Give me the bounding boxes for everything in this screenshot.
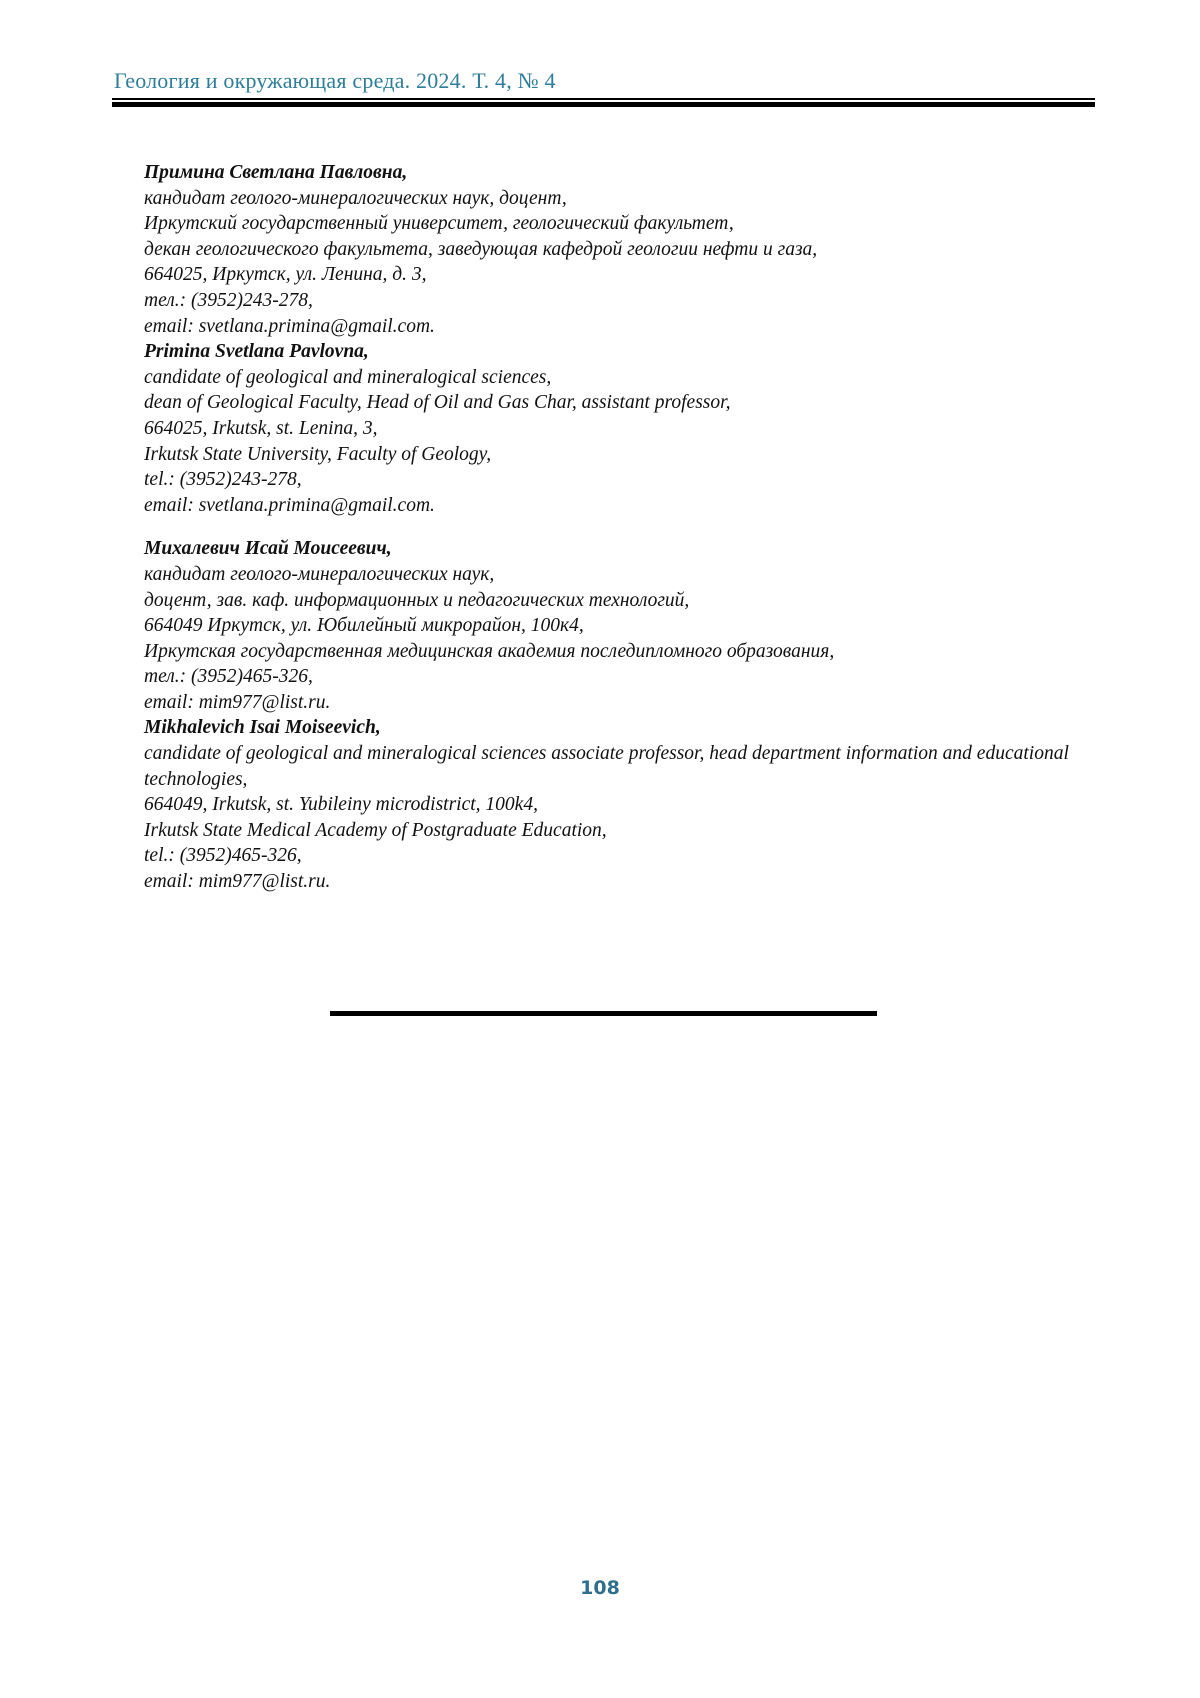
author-affiliation: Иркутский государственный университет, геологический факультет, (144, 213, 734, 235)
author-affiliation: Иркутская государственная медицинская академия последипломного образования, (144, 640, 835, 662)
author-degree: кандидат геолого-минералогических наук, доцент, (144, 187, 567, 209)
header-rule-thin (112, 98, 1095, 100)
author-address: 664025, Иркутск, ул. Ленина, д. 3, (144, 264, 427, 286)
author-name: Примина Светлана Павловна, (144, 162, 408, 183)
header-rule-thick (112, 102, 1095, 107)
page-number: 108 (580, 1577, 620, 1599)
author-phone: tel.: (3952)243-278, (144, 469, 302, 491)
author-phone: tel.: (3952)465-326, (144, 845, 302, 867)
author-name: Primina Svetlana Pavlovna, (144, 341, 369, 363)
author-name: Mikhalevich Isai Moiseevich, (144, 717, 381, 739)
author-address: 664049, Irkutsk, st. Yubileiny microdistrict, 100k4, (144, 794, 538, 816)
author-block-ru (144, 160, 1096, 339)
author-name: Михалевич Исай Моисеевич, (144, 538, 392, 560)
author-block-ru (144, 536, 1096, 715)
author-address: 664049 Иркутск, ул. Юбилейный микрорайон, 100к4, (144, 615, 584, 637)
author-degree: candidate of geological and mineralogical sciences, (144, 366, 552, 388)
author-info (144, 160, 1096, 895)
author-email[interactable]: email: mim977@list.ru. (144, 691, 331, 713)
author-block-en (144, 339, 1096, 518)
author-affiliation: Irkutsk State Medical Academy of Postgraduate Education, (144, 819, 607, 841)
author-address: 664025, Irkutsk, st. Lenina, 3, (144, 417, 378, 439)
author-position: декан геологического факультета, заведующая кафедрой геологии нефти и газа, (144, 238, 818, 260)
author-phone: тел.: (3952)465-326, (144, 666, 313, 688)
block-spacer (144, 518, 1096, 536)
author-position: доцент, зав. каф. информационных и педагогических технологий, (144, 589, 690, 611)
author-affiliation: Irkutsk State University, Faculty of Geology, (144, 443, 492, 465)
author-block-en (144, 715, 1096, 894)
running-header: Геология и окружающая среда. 2024. Т. 4, № 4 (114, 68, 556, 93)
author-position: dean of Geological Faculty, Head of Oil and Gas Char, assistant professor, (144, 392, 731, 414)
author-email[interactable]: email: svetlana.primina@gmail.com. (144, 315, 435, 337)
author-degree: кандидат геолого-минералогических наук, (144, 563, 495, 585)
author-email[interactable]: email: mim977@list.ru. (144, 871, 331, 893)
author-email[interactable]: email: svetlana.primina@gmail.com. (144, 494, 435, 516)
author-degree-position: candidate of geological and mineralogical sciences associate professor, head department information and educational technologies, (144, 743, 1069, 790)
author-phone: тел.: (3952)243-278, (144, 289, 313, 311)
end-of-article-rule (330, 1011, 877, 1016)
